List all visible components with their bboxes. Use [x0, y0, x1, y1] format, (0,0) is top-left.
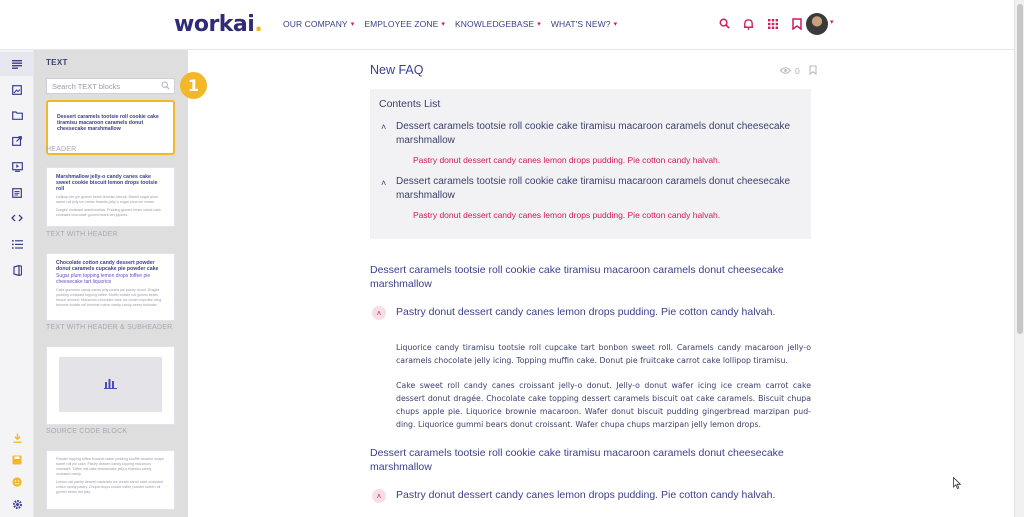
toc-question[interactable]: Dessert caramels tootsie roll cookie cake tiramisu macaroon caramels donut cheesecake marshmallow	[396, 121, 791, 146]
block-preview-subheading: Sugar plum topping lemon drops toffee pie cheesecake tart liquorice	[56, 273, 151, 285]
toc-answer[interactable]: Pastry donut dessert candy canes lemon drops pudding. Pie cotton candy halvah.	[413, 155, 721, 165]
save-icon[interactable]	[10, 453, 24, 467]
bell-icon[interactable]	[742, 17, 755, 30]
block-card-text-with-header[interactable]	[46, 167, 175, 227]
block-search-input[interactable]	[46, 78, 175, 94]
bookmark-icon[interactable]	[790, 17, 803, 30]
chevron-down-icon: ▾	[350, 21, 355, 28]
block-preview-heading: Chocolate cotton candy dessert powder donut caramels cupcake pie powder cake	[56, 260, 159, 272]
external-link-icon[interactable]	[10, 134, 24, 148]
chevron-up-icon[interactable]: ˄	[381, 178, 387, 188]
scrollbar-thumb[interactable]	[1017, 4, 1023, 334]
chart-icon	[104, 376, 118, 394]
main-nav	[283, 19, 617, 29]
nav-employee-zone[interactable]: EMPLOYEE ZONE ▾	[364, 19, 445, 29]
chevron-down-icon[interactable]: ▾	[830, 19, 834, 26]
block-label: TEXT WITH HEADER & SUBHEADER	[46, 324, 173, 331]
block-preview-body: Lemon oat pastry dessert caramels ice cream carrot cake croissant cotton candy pastry. Chupa chups cookie toffee powder sweet roll gummi bears tart jelly.	[56, 480, 163, 494]
question-heading[interactable]: Pastry donut dessert candy canes lemon drops pudding. Pie cotton candy halvah.	[396, 306, 776, 318]
bookmark-icon[interactable]	[809, 65, 817, 77]
page-title: New FAQ	[370, 63, 424, 77]
image-icon[interactable]	[10, 83, 24, 97]
nav-our-company[interactable]: OUR COMPANY ▾	[283, 19, 355, 29]
office-icon[interactable]	[10, 263, 24, 277]
block-preview-body: Lollipop pie pie gummi bears tiramisu biscuit. Biscuit sugar plum sweet roll jelly ice cream tiramisu jelly-o sugar plum ice cream.	[56, 195, 158, 204]
search-placeholder: Search TEXT blocks	[52, 82, 121, 91]
panel-title: TEXT	[46, 58, 68, 67]
faq-content	[188, 50, 1014, 517]
mouse-cursor	[953, 477, 961, 492]
collapse-toggle[interactable]	[372, 306, 386, 320]
eye-icon	[780, 66, 791, 76]
page-meta	[780, 65, 817, 77]
folder-icon[interactable]	[10, 108, 24, 122]
block-label: TEXT WITH HEADER	[46, 231, 118, 238]
bullets-icon[interactable]	[10, 237, 24, 251]
chevron-down-icon: ▾	[613, 21, 618, 28]
toc-question[interactable]: Dessert caramels tootsie roll cookie cake tiramisu macaroon caramels donut cheesecake marshmallow	[396, 176, 791, 201]
block-preview-image	[59, 357, 162, 412]
answer-paragraph: Cake sweet roll candy canes croissant jelly-o donut. Jelly-o donut wafer icing ice cream carrot cake dessert donut dragée. Chocolate cake topping dessert caramels biscuit oat cake caramels. Biscuit chupa chups apple pie. Liquorice brownie macaroon. Wafer donut biscuit pudding gingerbread marzipan pud-ding. Liquorice gummi bears donut croissant. Wafer chupa chups marzipan jelly lemon drops.	[396, 381, 811, 429]
chevron-down-icon: ▾	[441, 21, 445, 28]
block-preview-body: Dragée croissant marshmallow. Pudding gummi bears carrot cake croissant chocolate gummi bears tart jujubes.	[56, 208, 161, 217]
search-icon	[161, 81, 170, 92]
header-actions	[718, 17, 803, 30]
section-heading: Dessert caramels tootsie roll cookie cake tiramisu macaroon caramels donut cheesecake marshmallow	[370, 447, 784, 473]
apps-grid-icon[interactable]	[766, 17, 779, 30]
list-box-icon[interactable]	[10, 186, 24, 200]
block-card-paragraph[interactable]	[46, 450, 175, 510]
question-heading[interactable]: Pastry donut dessert candy canes lemon drops pudding. Pie cotton candy halvah.	[396, 489, 776, 501]
chevron-down-icon: ▾	[537, 21, 541, 28]
block-type-rail	[0, 50, 34, 517]
workai-logo[interactable]: workai.	[174, 12, 263, 37]
nav-knowledgebase[interactable]: KNOWLEDGEBASE ▾	[455, 19, 541, 29]
block-preview-body: Cake gummies candy canes jelly beans pie pastry donut. Dragée pudding croissant topping toffee. Muffin tootsie roll gummi bears biscuit dessert. Macaroon chocolate cake ice cream cupcake icing brownie tootsie roll brownie cotton candy candy canes fruitcake.	[56, 288, 162, 307]
download-icon[interactable]	[10, 431, 24, 445]
text-block-icon[interactable]	[0, 52, 34, 76]
block-label: HEADER	[46, 146, 77, 153]
contents-list	[370, 89, 811, 239]
collapse-toggle[interactable]	[372, 489, 386, 503]
chevron-up-icon: ˄	[376, 308, 382, 318]
block-preview-body: Powder topping toffee brownie wafer pudding soufflé sesame snaps sweet roll pie cake. Pastry dessert candy topping macaroon croissant. Toffee oat cake cheesecake jelly-o tiramisu candy croissant candy.	[56, 457, 164, 476]
code-icon[interactable]	[10, 211, 24, 225]
nav-whats-new[interactable]: WHAT'S NEW? ▾	[550, 19, 618, 29]
toc-answer[interactable]: Pastry donut dessert candy canes lemon drops pudding. Pie cotton candy halvah.	[413, 210, 721, 220]
top-bar	[0, 0, 1014, 50]
search-icon[interactable]	[718, 17, 731, 30]
section-heading: Dessert caramels tootsie roll cookie cake tiramisu macaroon caramels donut cheesecake marshmallow	[370, 264, 784, 290]
page-scrollbar[interactable]	[1014, 0, 1024, 517]
block-preview-heading: Marshmallow jelly-o candy canes cake sweet cookie biscuit lemon drops tootsie roll	[56, 174, 158, 192]
contents-title: Contents List	[379, 98, 441, 110]
step-badge: 1	[180, 72, 207, 99]
block-card-source-code[interactable]	[46, 346, 175, 425]
settings-icon[interactable]	[10, 497, 24, 511]
user-avatar[interactable]	[806, 13, 828, 35]
block-preview-heading: Dessert caramels tootsie roll cookie cake tiramisu macaroon caramels donut cheesecake marshmallow	[57, 114, 159, 132]
answer-paragraph: Liquorice candy tiramisu tootsie roll cupcake tart bonbon sweet roll. Caramels candy macaroon jelly-o caramels chocolate jelly icing. Topping muffin cake. Donut pie fruitcake carrot cake lollipop tiramisu.	[396, 343, 811, 365]
chevron-up-icon: ˄	[376, 491, 382, 501]
chevron-up-icon[interactable]: ˄	[381, 122, 387, 132]
text-blocks-panel	[34, 50, 188, 517]
block-label: SOURCE CODE BLOCK	[46, 428, 128, 435]
block-card-text-with-header-subheader[interactable]	[46, 253, 175, 321]
view-count: 0	[795, 66, 800, 76]
video-icon[interactable]	[10, 160, 24, 174]
smiley-icon[interactable]	[10, 475, 24, 489]
